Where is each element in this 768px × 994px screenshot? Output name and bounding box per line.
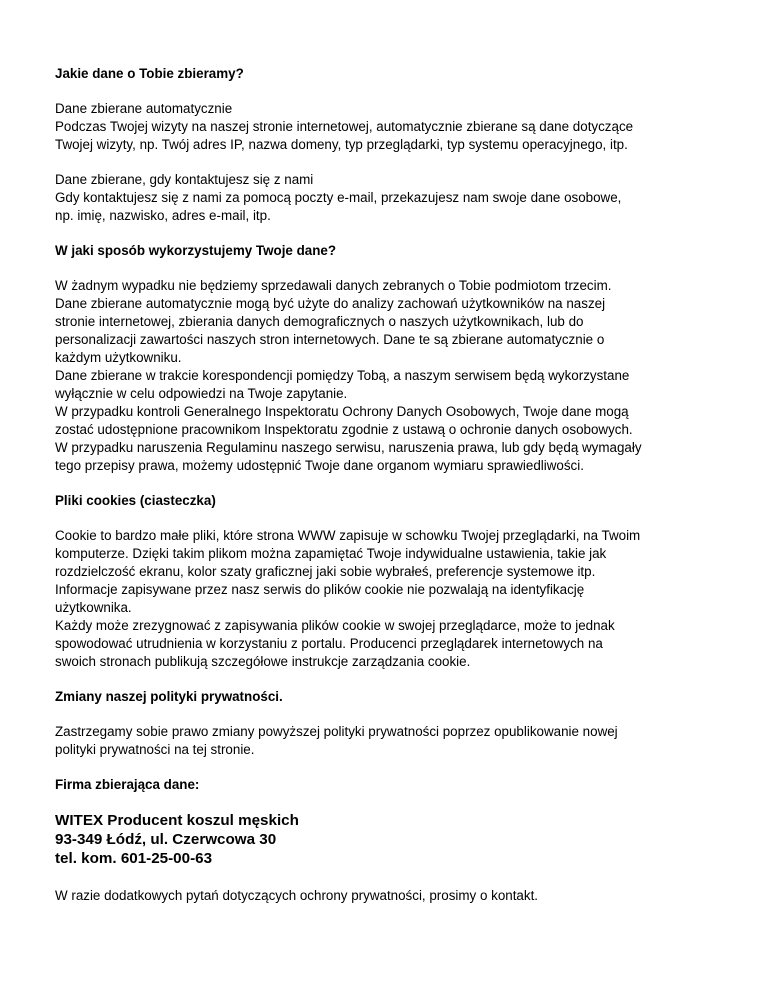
- text-line: Dane zbierane, gdy kontaktujesz się z nami: [55, 172, 314, 187]
- text-line: W razie dodatkowych pytań dotyczących ochrony prywatności, prosimy o kontakt.: [55, 888, 539, 903]
- text-line: Zastrzegamy sobie prawo zmiany powyższej polityki prywatności poprzez opublikowanie nowej: [55, 724, 618, 739]
- text-line: rozdzielczość ekranu, kolor szaty graficznej jaki sobie wybrałeś, preferencje systemowe itp.: [55, 564, 596, 579]
- text-line: użytkownika.: [55, 600, 132, 615]
- closing-paragraph: [55, 887, 715, 905]
- paragraph-automatic-data: [55, 100, 715, 154]
- company-name: WITEX Producent koszul męskich: [55, 812, 299, 829]
- paragraph-policy-changes: [55, 723, 715, 759]
- text-line: polityki prywatności na tej stronie.: [55, 742, 255, 757]
- text-line: wyłącznie w celu odpowiedzi na Twoje zapytanie.: [55, 386, 348, 401]
- text-line: personalizacji zawartości naszych stron internetowych. Dane te są zbierane automatycznie o: [55, 332, 605, 347]
- text-line: Twojej wizyty, np. Twój adres IP, nazwa domeny, typ przeglądarki, typ systemu operacyjnego, itp.: [55, 137, 628, 152]
- text-line: Podczas Twojej wizyty na naszej stronie internetowej, automatycznie zbierane są dane dotyczące: [55, 119, 634, 134]
- section-heading-data-usage: W jaki sposób wykorzystujemy Twoje dane?: [55, 243, 337, 258]
- text-line: np. imię, nazwisko, adres e-mail, itp.: [55, 208, 271, 223]
- text-line: Dane zbierane w trakcie korespondencji pomiędzy Tobą, a naszym serwisem będą wykorzystane: [55, 368, 630, 383]
- text-line: spowodować utrudnienia w korzystaniu z portalu. Producenci przeglądarek internetowych na: [55, 636, 603, 651]
- company-address: 93-349 Łódź, ul. Czerwcowa 30: [55, 831, 277, 848]
- company-phone: tel. kom. 601-25-00-63: [55, 850, 213, 867]
- paragraph-data-usage: [55, 277, 715, 475]
- text-line: Cookie to bardzo małe pliki, które strona WWW zapisuje w schowku Twojej przeglądarki, na Twoim: [55, 528, 641, 543]
- section-heading-company: Firma zbierająca dane:: [55, 777, 200, 792]
- text-line: W przypadku kontroli Generalnego Inspektoratu Ochrony Danych Osobowych, Twoje dane mogą: [55, 404, 629, 419]
- text-line: swoich stronach publikują szczegółowe instrukcje zarządzania cookie.: [55, 654, 471, 669]
- section-heading-cookies: Pliki cookies (ciasteczka): [55, 493, 216, 508]
- privacy-policy-document: [55, 65, 715, 922]
- text-line: zostać udostępnione pracownikom Inspektoratu zgodnie z ustawą o ochronie danych osobowych.: [55, 422, 633, 437]
- text-line: Każdy może zrezygnować z zapisywania plików cookie w swojej przeglądarce, może to jednak: [55, 618, 615, 633]
- section-heading-policy-changes: Zmiany naszej polityki prywatności.: [55, 689, 283, 704]
- text-line: tego przepisy prawa, możemy udostępnić Twoje dane organom wymiaru sprawiedliwości.: [55, 458, 584, 473]
- text-line: stronie internetowej, zbierania danych demograficznych o naszych użytkownikach, lub do: [55, 314, 584, 329]
- text-line: W przypadku naruszenia Regulaminu naszego serwisu, naruszenia prawa, lub gdy będą wymagały: [55, 440, 642, 455]
- text-line: Dane zbierane automatycznie mogą być użyte do analizy zachowań użytkowników na naszej: [55, 296, 606, 311]
- text-line: Gdy kontaktujesz się z nami za pomocą poczty e-mail, przekazujesz nam swoje dane osobowe,: [55, 190, 622, 205]
- text-line: komputerze. Dzięki takim plikom można zapamiętać Twoje indywidualne ustawienia, takie jak: [55, 546, 607, 561]
- text-line: każdym użytkowniku.: [55, 350, 182, 365]
- text-line: W żadnym wypadku nie będziemy sprzedawali danych zebranych o Tobie podmiotom trzecim.: [55, 278, 612, 293]
- paragraph-contact-data: [55, 171, 715, 225]
- company-info: [55, 811, 715, 868]
- text-line: Informacje zapisywane przez nasz serwis do plików cookie nie pozwalają na identyfikację: [55, 582, 585, 597]
- text-line: Dane zbierane automatycznie: [55, 101, 233, 116]
- paragraph-cookies: [55, 527, 715, 671]
- section-heading-data-collected: Jakie dane o Tobie zbieramy?: [55, 66, 244, 81]
